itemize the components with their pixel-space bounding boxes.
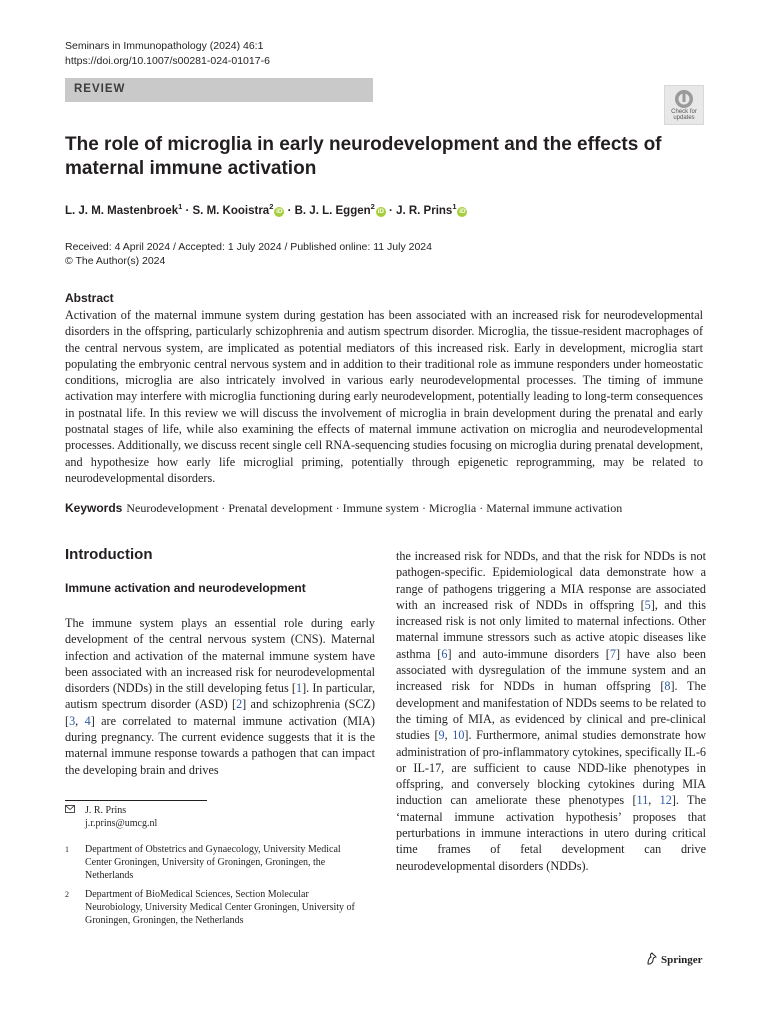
reference-link[interactable]: 11 xyxy=(636,793,649,808)
reference-link[interactable]: 4 xyxy=(84,713,91,728)
article-title: The role of microglia in early neurodevelopment and the effects of maternal immune activation xyxy=(65,134,662,179)
publication-dates xyxy=(65,240,432,268)
reference-link[interactable]: 3 xyxy=(69,713,76,728)
check-badge-line1: Check for xyxy=(671,109,697,115)
affiliation-text: Department of BioMedical Sciences, Section Molecular Neurobiology, University Medical Center Groningen, University of Groningen, Groningen, the Netherlands xyxy=(85,889,355,926)
journal-header xyxy=(65,39,270,69)
article-type-label: REVIEW xyxy=(74,83,126,95)
contact-name: J. R. Prins xyxy=(85,805,127,816)
body-left-column xyxy=(65,615,375,778)
reference-link[interactable]: 9 xyxy=(438,728,445,743)
body-text-run: , xyxy=(75,713,85,728)
author-separator: · xyxy=(284,204,295,217)
affiliation-text: Department of Obstetrics and Gynaecology, University Medical Center Groningen, University of Groningen, Groningen, the Netherlands xyxy=(85,844,341,881)
introduction-subheading: Immune activation and neurodevelopment xyxy=(65,581,306,595)
journal-citation: Seminars in Immunopathology (2024) 46:1 xyxy=(65,40,264,52)
author-name[interactable]: L. J. M. Mastenbroek xyxy=(65,204,179,217)
body-text-run: ]. The development and manifestation of NDDs seems to be related to the timing of MIA, as evidenced by clinical and pre-clinical studies [ xyxy=(396,679,706,743)
body-text-run: the increased risk for NDDs, and that the risk for NDDs is not pathogen-specific. Epidemiological data demonstrate how a range of pathogens triggering a MIA response are associated with an increased risk of NDDs in offspring [ xyxy=(396,549,706,612)
author-affiliation-sup: 2 xyxy=(370,202,375,211)
body-text-run: , xyxy=(648,793,660,808)
orcid-icon[interactable]: iD xyxy=(377,207,385,215)
reference-link[interactable]: 8 xyxy=(664,679,671,694)
check-badge-line2: updates xyxy=(673,115,695,121)
author-separator: · xyxy=(385,204,397,217)
reference-link[interactable]: 2 xyxy=(236,697,243,712)
author-name[interactable]: B. J. L. Eggen xyxy=(294,204,371,217)
doi-link[interactable]: https://doi.org/10.1007/s00281-024-01017-6 xyxy=(65,55,270,67)
body-right-column xyxy=(396,548,706,874)
author-name[interactable]: J. R. Prins xyxy=(396,204,453,217)
author-list xyxy=(65,202,467,217)
check-updates-icon xyxy=(674,89,694,109)
copyright-line: © The Author(s) 2024 xyxy=(65,255,166,267)
body-text-run: ] have also been associated with dysregulation of the immune system and an increased risk for NDDs in human offspring [ xyxy=(396,646,706,694)
reference-link[interactable]: 12 xyxy=(659,793,672,808)
reference-link[interactable]: 6 xyxy=(441,646,448,661)
body-text-run: The immune system plays an essential role during early development of the central nervous system (CNS). Maternal infection and activation of the maternal immune system have been associated with an increased risk for neurodevelopmental disorders (NDDs) in the still developing fetus [ xyxy=(65,616,375,696)
body-text-run: ]. Furthermore, animal studies demonstrate how administration of pro-inflammatory cytokines, specifically IL-6 or IL-17, are sufficient to cause NDD-like phenotypes in offspring, and conversely blocking cytokines during MIA induction can ameliorate these phenotypes [ xyxy=(396,728,707,808)
keywords-heading: Keywords xyxy=(65,501,123,515)
reference-link[interactable]: 5 xyxy=(644,597,651,612)
keywords-text: Neurodevelopment · Prenatal development · Immune system · Microglia · Maternal immune activation xyxy=(126,501,623,515)
reference-link[interactable]: 10 xyxy=(452,728,465,743)
abstract-text: Activation of the maternal immune system during gestation has been associated with an increased risk for neurodevelopmental disorders in the offspring, particularly schizophrenia and autism spectrum disorder. Microglia, the tissue-resident macrophages of the central nervous system, are implicated as potential mediators of this increased risk. Early in development, microglia start populating the embryonic central nervous system and in addition to their traditional role as immune responders under homeostatic conditions, microglia are also intricately involved in various early neurodevelopmental processes. The timing of immune activation may interfere with microglia functioning during early neurodevelopment, potentially leading to long-term consequences in postnatal life. In this review we will discuss the involvement of microglia in brain development during the prenatal and early postnatal stages of life, while also examining the effects of maternal immune activation on microglia and neurodevelopmental processes. Additionally, we discuss recent single cell RNA-sequencing studies focusing on microglia during prenatal development, and hypothesize how early life microglial priming, potentially through epigenetic reprogramming, may be related to neurodevelopmental disorders. xyxy=(65,308,703,485)
body-text-run: ] and schizophrenia (SCZ) [ xyxy=(65,697,375,728)
body-text-run: ] and auto-immune disorders [ xyxy=(447,646,610,661)
contact-email[interactable]: j.r.prins@umcg.nl xyxy=(85,817,158,829)
introduction-heading: Introduction xyxy=(65,546,153,563)
author-separator: · xyxy=(182,204,193,217)
publisher-name: Springer xyxy=(661,954,703,966)
envelope-icon xyxy=(65,805,75,818)
history-dates: Received: 4 April 2024 / Accepted: 1 July 2024 / Published online: 11 July 2024 xyxy=(65,241,432,253)
body-text-run: ]. In particular, autism spectrum disorder (ASD) [ xyxy=(65,681,375,712)
author-name[interactable]: S. M. Kooistra xyxy=(192,204,270,217)
orcid-icon[interactable]: iD xyxy=(276,207,283,215)
author-affiliation-sup: 2 xyxy=(269,202,274,211)
body-text-run: ], and this increased risk is not only limited to maternal infections. Other maternal immune stressors such as active atopic diseases like asthma [ xyxy=(396,597,706,661)
orcid-icon[interactable]: iD xyxy=(459,207,466,215)
author-affiliation-sup: 1 xyxy=(452,202,457,211)
reference-link[interactable]: 7 xyxy=(609,646,616,661)
reference-link[interactable]: 1 xyxy=(295,681,303,696)
springer-horse-icon xyxy=(646,952,658,965)
keywords-line xyxy=(65,501,705,516)
footnote-divider xyxy=(65,800,207,801)
check-for-updates-badge[interactable] xyxy=(664,85,704,125)
body-text-run: ]. The ‘maternal immune activation hypothesis’ proposes that perturbations in immune interactions in utero during critical time frames of fetal development can drive neurodevelopmental disorders (NDDs). xyxy=(396,793,706,873)
body-text-run: ] are correlated to maternal immune activation (MIA) during pregnancy. The current evidence suggests that it is the maternal immune response towards a pathogen that can impact the developing brain and drives xyxy=(65,713,375,777)
affiliation-number: 1 xyxy=(65,845,69,854)
abstract-heading: Abstract xyxy=(65,291,114,305)
article-type-bar xyxy=(65,78,373,102)
affiliation-number: 2 xyxy=(65,890,69,899)
body-text-run: , xyxy=(444,728,453,743)
publisher-logo xyxy=(646,952,703,966)
author-affiliation-sup: 1 xyxy=(178,202,183,211)
